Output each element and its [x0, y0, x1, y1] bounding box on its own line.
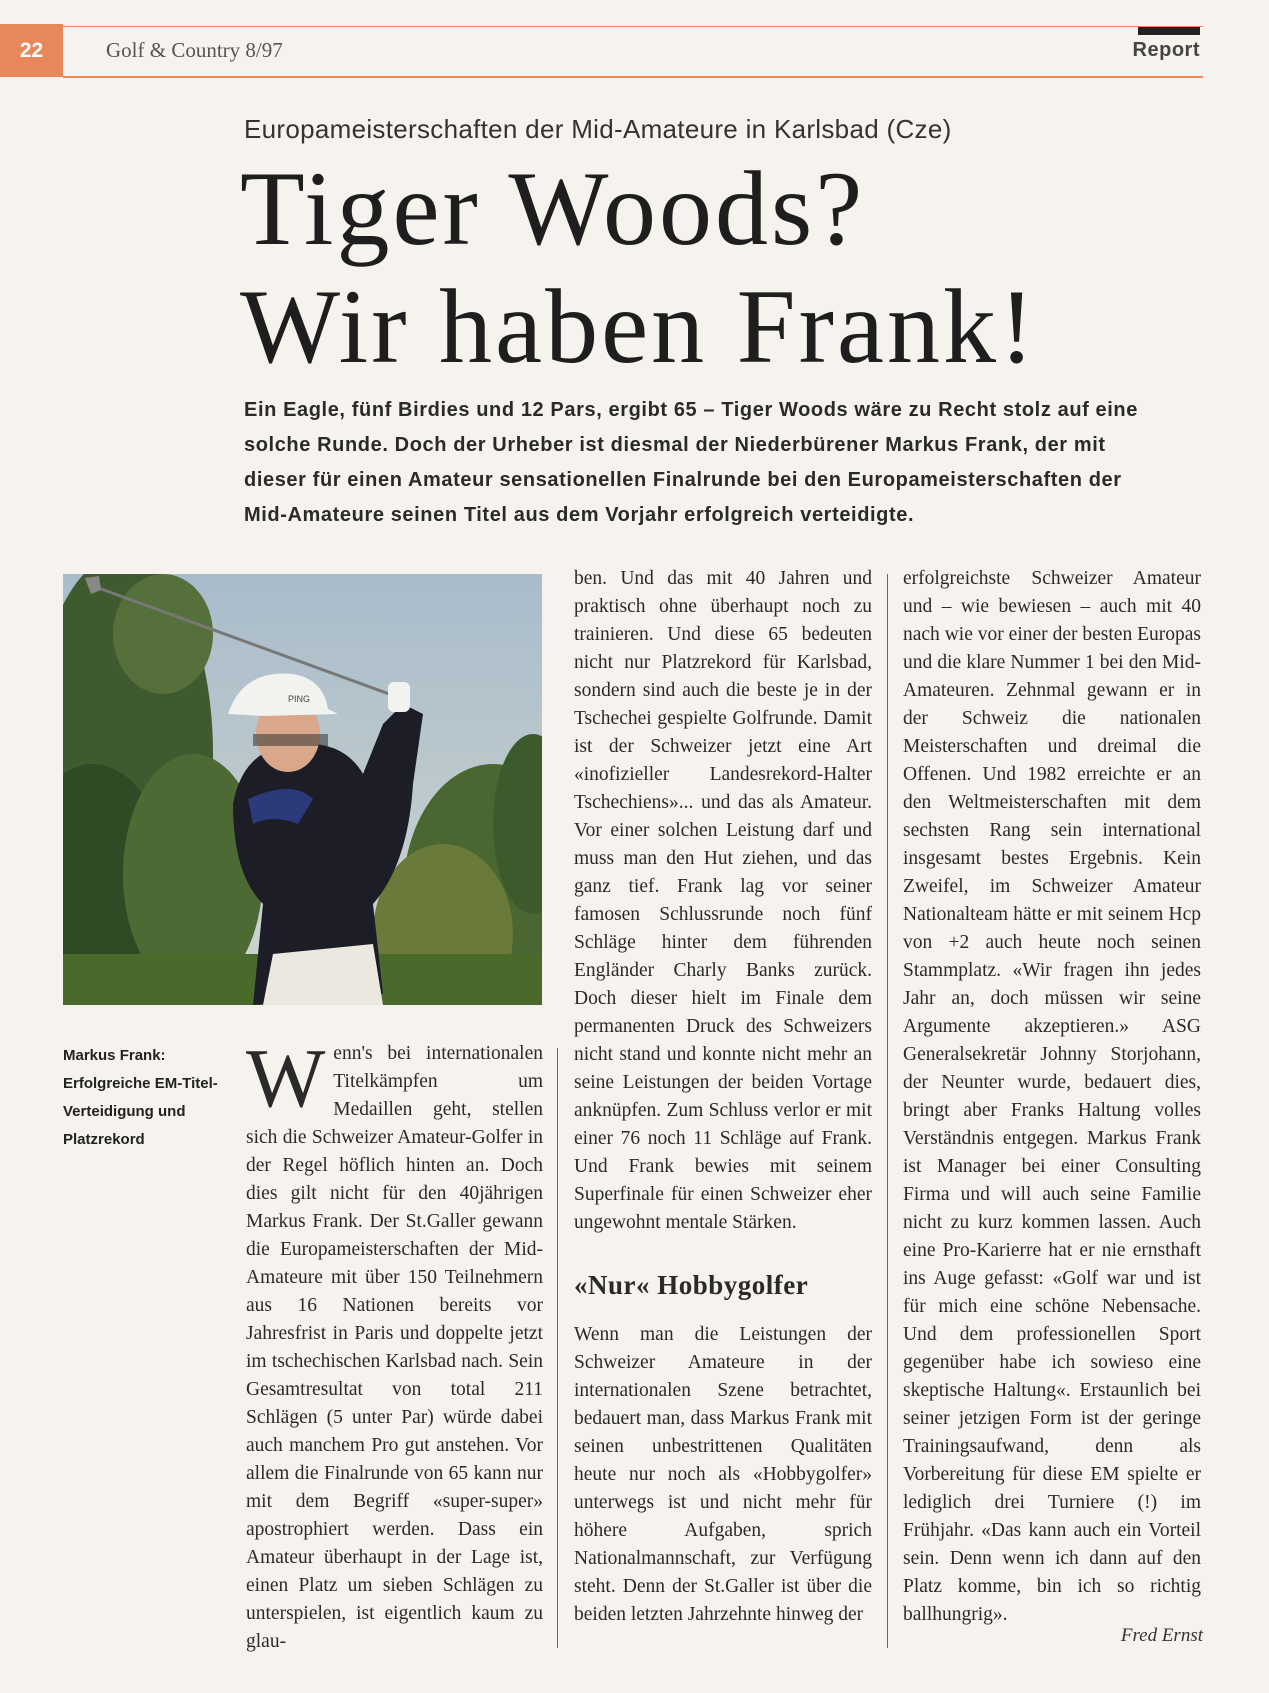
article-kicker: Europameisterschaften der Mid-Amateure in Karlsbad (Cze)	[244, 114, 952, 144]
article-headline	[240, 150, 1037, 386]
body-paragraph-1: enn's bei internationalen Titelkämpfen um Medaillen geht, stellen sich die Schweizer Amateur-Golfer in der Regel höflich hinten an. Doch dies gilt nicht für den 40jährigen Markus Frank. Der St.Galler gewann die Europameisterschaften der Mid-Amateure mit über 150 Teilnehmern aus 16 Nationen bereits vor Jahresfrist in Paris und doppelte jetzt im tschechischen Karlsbad nach. Sein Gesamtresultat von total 211 Schlägen (5 unter Par) würde dabei auch manchem Pro gut anstehen. Vor allem die Finalrunde von 65 kann nur mit dem Begriff «super-super» apostrophiert werden. Dass ein Amateur überhaupt in der Lage ist, einen Platz um sieben Schlägen zu unterspielen, ist eigentlich kaum zu glau-	[246, 1043, 543, 1652]
headline-line-2: Wir haben Frank!	[240, 268, 1038, 385]
header-rule-bottom	[63, 76, 1203, 78]
section-marker	[1138, 27, 1200, 35]
body-paragraph-2: ben. Und das mit 40 Jahren und praktisch ohne überhaupt noch zu trainieren. Und diese 65 bedeuten nicht nur Platzrekord für Karlsbad, sondern sind auch die beste je in der Tschechei gespielte Golfrunde. Damit ist der Schweizer jetzt eine Art «inofizieller Landesrekord-Halter Tschechiens»... und das als Amateur. Vor einer solchen Leistung darf und muss man den Hut ziehen, und das ganz tief. Frank lag vor seiner famosen Schlussrunde noch fünf Schläge hinter dem führenden Engländer Charly Banks zurück. Doch dieser hielt im Finale dem permanenten Druck des Schweizers nicht stand und konnte nicht mehr an seine Leistungen der beiden Vortage anknüpfen. Zum Schluss verlor er mit einer 76 noch 11 Schläge auf Frank. Und Frank bewies mit seinem Superfinale für einen Schweizer eher ungewohnt mentale Stärken.	[574, 568, 872, 1233]
article-lead: Ein Eagle, fünf Birdies und 12 Pars, ergibt 65 – Tiger Woods wäre zu Recht stolz auf eine solche Runde. Doch der Urheber ist diesmal der Niederbürener Markus Frank, der mit dieser für einen Amateur sensationellen Finalrunde bei den Europameisterschaften der Mid-Amateure seinen Titel aus dem Vorjahr erfolgreich verteidigte.	[244, 399, 1138, 526]
photo-caption: Markus Frank: Erfolgreiche EM-Titel-Verteidigung und Platzrekord	[63, 1047, 218, 1148]
cap-logo: PING	[288, 694, 311, 704]
page-number: 22	[0, 24, 63, 77]
headline-line-1: Tiger Woods?	[240, 150, 866, 267]
golfer-photo	[63, 574, 542, 1005]
column-rule-1	[557, 1048, 558, 1648]
body-column-3	[903, 565, 1201, 1629]
body-paragraph-3: Wenn man die Leistungen der Schweizer Amateure in der internationalen Szene betrachtet, bedauert man, dass Markus Frank mit seinen unbestrittenen Qualitäten heute nur noch als «Hobbygolfer» unterwegs ist und nicht mehr für höhere Aufgaben, sprich Nationalmannschaft, zur Verfügung steht. Denn der St.Galler ist über die beiden letzten Jahrzehnte hinweg der	[574, 1324, 872, 1625]
body-paragraph-4: erfolgreichste Schweizer Amateur und – wie bewiesen – auch mit 40 nach wie vor einer der besten Europas und die klare Nummer 1 bei den Mid-Amateuren. Zehnmal gewann er in der Schweiz die nationalen Meisterschaften und dreimal die Offenen. Und 1982 erreichte er an den Weltmeisterschaften mit dem sechsten Rang sein international insgesamt bestes Ergebnis. Kein Zweifel, im Schweizer Amateur Nationalteam hätte er mit seinem Hcp von +2 auch heute noch seinen Stammplatz. «Wir fragen ihn jedes Jahr an, doch müssen wir seine Argumente akzeptieren.» ASG Generalsekretär Johnny Storjohann, der Neunter wurde, bedauert dies, bringt aber Franks Haltung volles Verständnis entgegen. Markus Frank ist Manager bei einer Consulting Firma und will auch seine Familie nicht zu kurz kommen lassen. Auch eine Pro-Karierre hat er nie ernsthaft ins Auge gefasst: «Golf war und ist für mich eine schöne Nebensache. Und dem professionellen Sport gegenüber habe ich sowieso eine skeptische Haltung«. Erstaunlich bei seiner jetzigen Form ist der geringe Trainingsaufwand, denn als Vorbereitung für diese EM spielte er lediglich drei Turniere (!) im Frühjahr. «Das kann auch ein Vorteil sein. Denn wenn ich dann auf den Platz komme, bin ich so richtig ballhungrig».	[903, 568, 1201, 1625]
golfer-illustration	[63, 574, 542, 1005]
magazine-issue: Golf & Country 8/97	[106, 38, 283, 62]
column-rule-2	[887, 574, 888, 1648]
author-byline: Fred Ernst	[1120, 1625, 1203, 1646]
section-label: Report	[1132, 39, 1200, 61]
header-rule-top	[63, 26, 1203, 27]
body-column-2	[574, 565, 872, 1629]
body-column-1	[246, 1032, 543, 1656]
subheading: «Nur« Hobbygolfer	[574, 1270, 809, 1300]
drop-cap: W	[246, 1032, 326, 1125]
